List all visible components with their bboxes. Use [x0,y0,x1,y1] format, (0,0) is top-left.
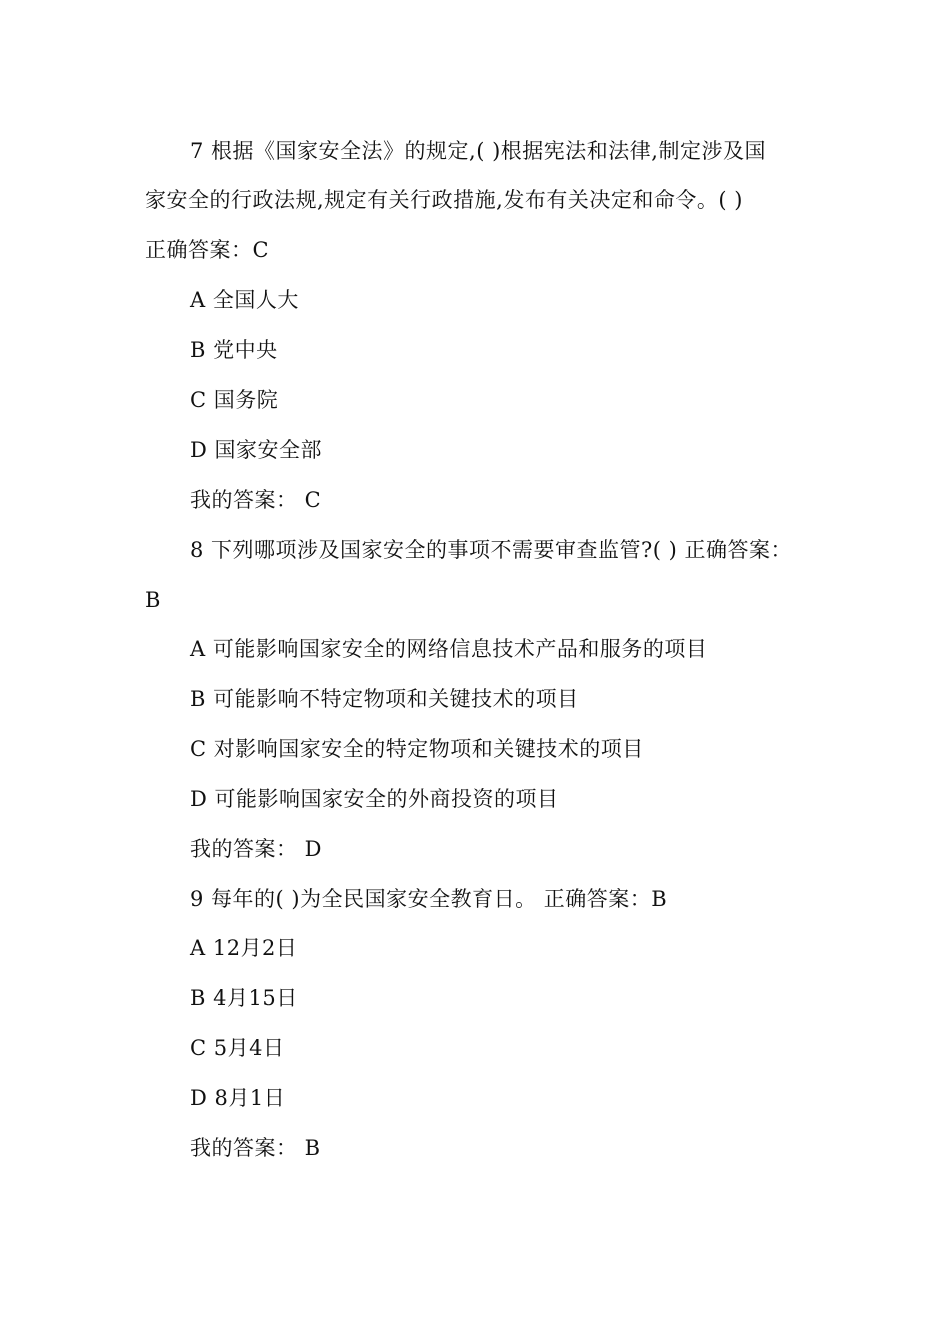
question-8-stem-line2: B [145,588,161,612]
question-7-option-d: D 国家安全部 [190,438,323,462]
question-9-option-c: C 5月4日 [190,1036,285,1060]
question-7-option-c: C 国务院 [190,388,279,412]
question-7-option-b: B 党中央 [190,338,278,362]
question-9-option-a: A 12月2日 [190,936,298,960]
question-7-option-a: A 全国人大 [190,288,299,312]
question-9-stem: 9 每年的( )为全民国家安全教育日。 正确答案：B [190,887,668,911]
question-9-option-d: D 8月1日 [190,1086,286,1110]
question-8-stem-line1: 8 下列哪项涉及国家安全的事项不需要审查监管?( ) 正确答案： [190,538,793,562]
question-7-stem-line1: 7 根据《国家安全法》的规定,( )根据宪法和法律,制定涉及国 [190,139,766,163]
question-8-my-answer: 我的答案： D [190,837,323,861]
question-8-option-b: B 可能影响不特定物项和关键技术的项目 [190,687,579,711]
question-7-stem-line2: 家安全的行政法规,规定有关行政措施,发布有关决定和命令。( ) [145,188,743,212]
question-9-option-b: B 4月15日 [190,986,298,1010]
question-7-my-answer: 我的答案： C [190,488,322,512]
question-9-my-answer: 我的答案： B [190,1136,321,1160]
question-8-option-c: C 对影响国家安全的特定物项和关键技术的项目 [190,737,644,761]
question-8-option-a: A 可能影响国家安全的网络信息技术产品和服务的项目 [190,637,708,661]
question-8-option-d: D 可能影响国家安全的外商投资的项目 [190,787,559,811]
question-7-correct-answer: 正确答案：C [145,238,270,262]
